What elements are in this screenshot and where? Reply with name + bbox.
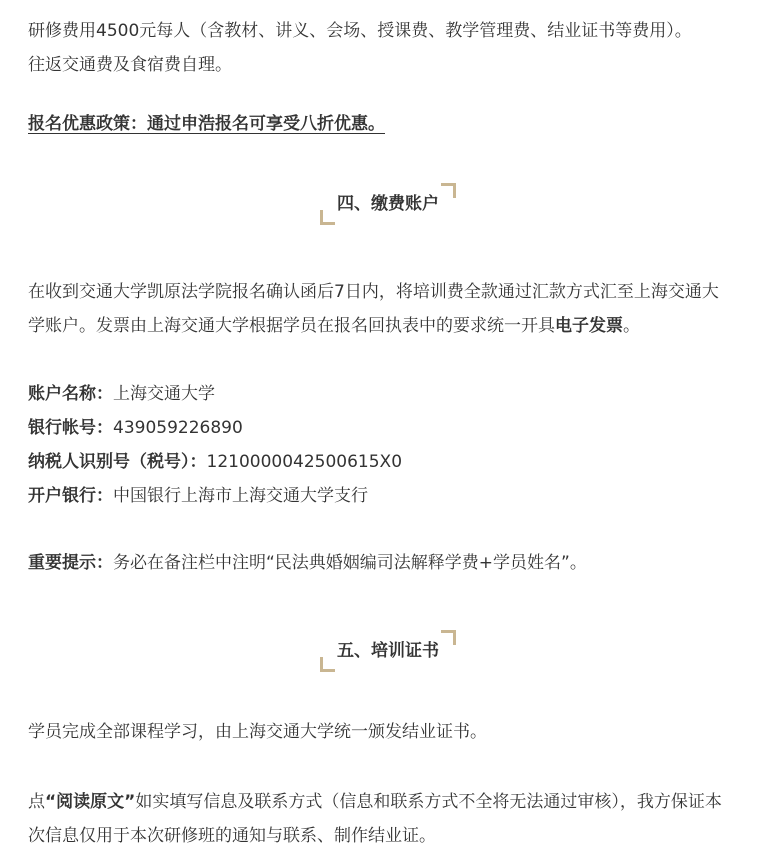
section-5-title: 五、培训证书 (337, 641, 439, 661)
certificate-text: 学员完成全部课程学习，由上海交通大学统一颁发结业证书。 (28, 722, 487, 742)
footer-line-2: 次信息仅用于本次研修班的通知与联系、制作结业证。 (28, 826, 436, 846)
e-invoice-emphasis: 电子发票 (555, 316, 623, 336)
bank-account-value: 439059226890 (113, 418, 243, 438)
heading-corner-decoration (441, 183, 456, 198)
discount-text: 报名优惠政策：通过申浩报名可享受八折优惠。 (28, 114, 385, 134)
fee-line-2: 往返交通费及食宿费自理。 (28, 55, 232, 75)
bank-branch-row (28, 479, 758, 513)
footer-prefix: 点 (28, 792, 45, 812)
payment-line-1: 在收到交通大学凯原法学院报名确认函后7日内，将培训费全款通过汇款方式汇至上海交通大 (28, 282, 719, 302)
account-name-row (28, 377, 758, 411)
fee-paragraph (28, 14, 758, 82)
important-notice-label: 重要提示： (28, 553, 113, 573)
payment-paragraph (28, 275, 758, 343)
heading-corner-decoration (320, 210, 335, 225)
fee-line-1: 研修费用4500元每人（含教材、讲义、会场、授课费、教学管理费、结业证书等费用）。 (28, 21, 692, 41)
discount-paragraph (28, 107, 758, 141)
bank-account-row (28, 411, 758, 445)
footer-line-1-suffix: 如实填写信息及联系方式（信息和联系方式不全将无法通过审核），我方保证本 (135, 792, 722, 812)
bank-branch-label: 开户银行： (28, 486, 113, 506)
tax-id-row (28, 445, 758, 479)
tax-id-label: 纳税人识别号（税号）： (28, 452, 207, 472)
section-5-heading (320, 630, 456, 672)
payment-line-2-prefix: 学账户。发票由上海交通大学根据学员在报名回执表中的要求统一开具 (28, 316, 555, 336)
tax-id-value: 1210000042500615X0 (206, 452, 403, 472)
heading-corner-decoration (441, 630, 456, 645)
read-original-link[interactable]: “阅读原文” (45, 792, 136, 812)
heading-corner-decoration (320, 657, 335, 672)
footer-paragraph (28, 785, 758, 853)
important-notice-value: 务必在备注栏中注明“民法典婚姻编司法解释学费+学员姓名”。 (113, 553, 587, 573)
bank-branch-value: 中国银行上海市上海交通大学支行 (113, 486, 368, 506)
section-4-title: 四、缴费账户 (337, 194, 439, 214)
certificate-paragraph (28, 715, 758, 749)
section-4-heading (320, 183, 456, 225)
payment-line-2-suffix: 。 (623, 316, 640, 336)
bank-account-label: 银行帐号： (28, 418, 113, 438)
account-name-label: 账户名称： (28, 384, 113, 404)
account-name-value: 上海交通大学 (113, 384, 215, 404)
important-notice-row (28, 546, 758, 580)
